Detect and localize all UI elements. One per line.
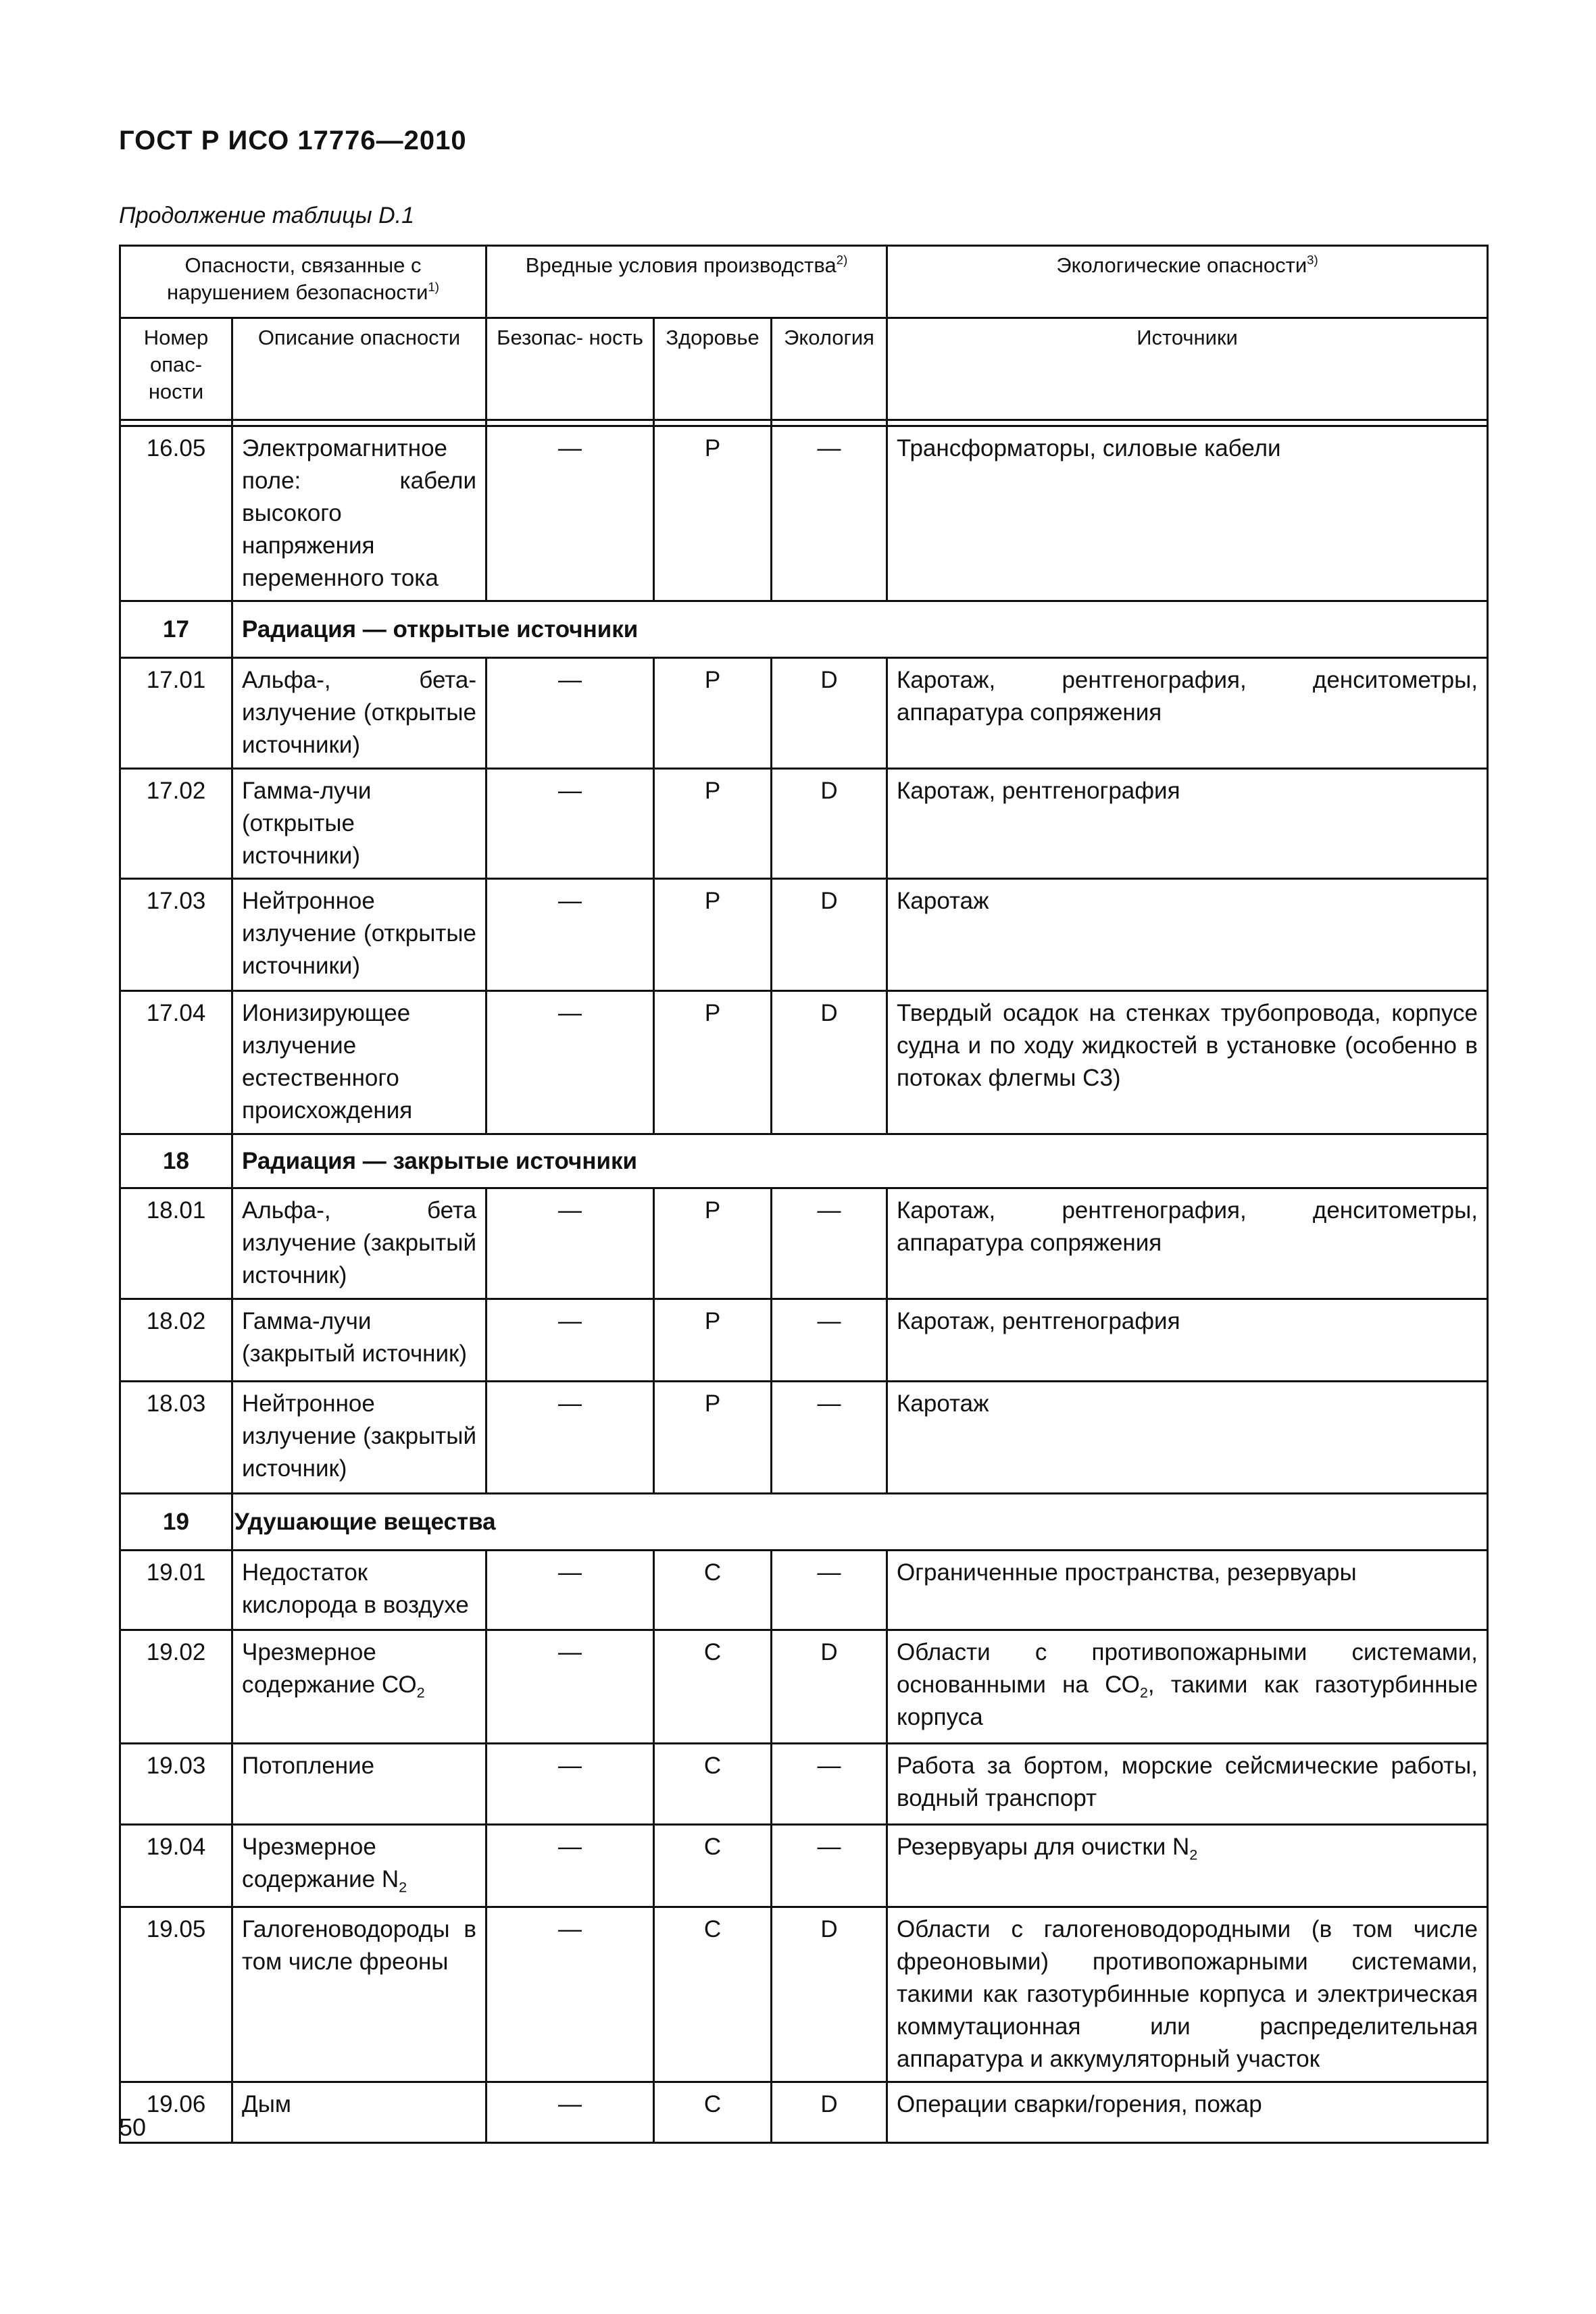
row-number: 17.01 <box>120 658 232 769</box>
row-safety: — <box>487 879 654 991</box>
row-health: Р <box>654 879 772 991</box>
table-row <box>120 1907 1488 2082</box>
row-number: 19.01 <box>120 1551 232 1630</box>
row-number: 19.05 <box>120 1907 232 2082</box>
row-sources: Твердый осадок на стенках трубопровода, корпусе судна и по ходу жидкостей в установке (особенно в потоках флегмы С3) <box>887 991 1488 1134</box>
row-number: 18.01 <box>120 1188 232 1299</box>
row-safety: — <box>487 1825 654 1907</box>
row-number: 19.04 <box>120 1825 232 1907</box>
row-ecology: D <box>772 769 887 879</box>
row-health: С <box>654 1551 772 1630</box>
row-safety: — <box>487 1299 654 1382</box>
row-safety: — <box>487 769 654 879</box>
table-header-column-row <box>120 318 1488 420</box>
table-caption: Продолжение таблицы D.1 <box>119 203 414 228</box>
header-eco-group: Экологические опасности$^{3)}$ <box>887 246 1488 318</box>
row-number: 17.03 <box>120 879 232 991</box>
table-row <box>120 1551 1488 1630</box>
row-safety: — <box>487 991 654 1134</box>
row-number: 18.03 <box>120 1382 232 1494</box>
row-ecology: D <box>772 879 887 991</box>
row-ecology: D <box>772 991 887 1134</box>
row-safety: — <box>487 2082 654 2143</box>
table-row <box>120 1382 1488 1494</box>
row-description: Дым <box>232 2082 487 2143</box>
row-ecology: — <box>772 1382 887 1494</box>
row-ecology: — <box>772 1299 887 1382</box>
row-sources: Ограниченные пространства, резервуары <box>887 1551 1488 1630</box>
row-description: Чрезмерное содержание $N_2$ <box>232 1825 487 1907</box>
row-health: С <box>654 1744 772 1825</box>
row-description: Гамма-лучи (открытые источники) <box>232 769 487 879</box>
row-ecology: D <box>772 1907 887 2082</box>
table-header-group-row <box>120 246 1488 318</box>
row-ecology: — <box>772 1551 887 1630</box>
row-sources: Резервуары для очистки $N_2$ <box>887 1825 1488 1907</box>
row-description: Альфа-, бета-излучение (открытые источники) <box>232 658 487 769</box>
row-safety: — <box>487 1744 654 1825</box>
header-ecology: Экология <box>772 318 887 420</box>
table-row <box>120 1188 1488 1299</box>
header-health: Здоровье <box>654 318 772 420</box>
row-sources: Области с галогеноводородными (в том числе фреоновыми) противопожарными системами, такими как газотурбинные корпуса и электрическая коммутационная или распределительная аппаратура и аккумуляторный участок <box>887 1907 1488 2082</box>
row-description: Галогеноводороды в том числе фреоны <box>232 1907 487 2082</box>
row-sources: Области с противопожарными системами, основанными на $СО_2$, такими как газотурбинные корпуса <box>887 1630 1488 1744</box>
group-row <box>120 1494 1488 1551</box>
row-description: Нейтронное излучение (открытые источники) <box>232 879 487 991</box>
row-number: 16.05 <box>120 426 232 601</box>
row-health: Р <box>654 658 772 769</box>
row-number: 18.02 <box>120 1299 232 1382</box>
row-ecology: — <box>772 426 887 601</box>
table-row <box>120 658 1488 769</box>
row-health: С <box>654 2082 772 2143</box>
row-sources: Каротаж <box>887 1382 1488 1494</box>
row-ecology: — <box>772 1825 887 1907</box>
header-safety: Безопас- ность <box>487 318 654 420</box>
row-description: Недостаток кислорода в воздухе <box>232 1551 487 1630</box>
group-title: Радиация — открытые источники <box>232 601 1488 658</box>
row-safety: — <box>487 658 654 769</box>
document-title: ГОСТ Р ИСО 17776—2010 <box>119 126 467 155</box>
row-safety: — <box>487 1551 654 1630</box>
table-row <box>120 426 1488 601</box>
row-sources: Каротаж, рентгенография, денситометры, аппаратура сопряжения <box>887 658 1488 769</box>
group-number: 19 <box>120 1494 232 1551</box>
row-health: С <box>654 1825 772 1907</box>
row-sources: Каротаж, рентгенография, денситометры, аппаратура сопряжения <box>887 1188 1488 1299</box>
row-health: Р <box>654 991 772 1134</box>
row-sources: Каротаж, рентгенография <box>887 1299 1488 1382</box>
row-ecology: — <box>772 1188 887 1299</box>
row-number: 19.02 <box>120 1630 232 1744</box>
row-safety: — <box>487 1630 654 1744</box>
table-row <box>120 1744 1488 1825</box>
row-sources: Каротаж <box>887 879 1488 991</box>
group-title: Удушающие вещества <box>232 1494 1488 1551</box>
row-health: Р <box>654 1299 772 1382</box>
row-safety: — <box>487 426 654 601</box>
row-description: Электромагнитное поле: кабели высокого напряжения переменного тока <box>232 426 487 601</box>
group-number: 17 <box>120 601 232 658</box>
row-number: 17.04 <box>120 991 232 1134</box>
table-row <box>120 1630 1488 1744</box>
table-row <box>120 879 1488 991</box>
group-row <box>120 601 1488 658</box>
row-number: 17.02 <box>120 769 232 879</box>
table-row <box>120 2082 1488 2143</box>
row-health: Р <box>654 769 772 879</box>
row-ecology: D <box>772 1630 887 1744</box>
row-health: Р <box>654 426 772 601</box>
row-number: 19.06 <box>120 2082 232 2143</box>
group-row <box>120 1134 1488 1188</box>
group-number: 18 <box>120 1134 232 1188</box>
header-harmful-group: Вредные условия производства$^{2)}$ <box>487 246 887 318</box>
header-hazards-group: Опасности, связанные с нарушением безопасности$^{1)}$ <box>120 246 487 318</box>
table-row <box>120 769 1488 879</box>
row-number: 19.03 <box>120 1744 232 1825</box>
row-sources: Трансформаторы, силовые кабели <box>887 426 1488 601</box>
header-number: Номер опас- ности <box>120 318 232 420</box>
row-health: С <box>654 1907 772 2082</box>
row-description: Гамма-лучи (закрытый источник) <box>232 1299 487 1382</box>
row-description: Потопление <box>232 1744 487 1825</box>
row-safety: — <box>487 1382 654 1494</box>
row-description: Ионизирующее излучение естественного происхождения <box>232 991 487 1134</box>
page-number: 50 <box>119 2113 147 2141</box>
header-description: Описание опасности <box>232 318 487 420</box>
row-description: Нейтронное излучение (закрытый источник) <box>232 1382 487 1494</box>
row-health: С <box>654 1630 772 1744</box>
row-ecology: D <box>772 2082 887 2143</box>
header-sources: Источники <box>887 318 1488 420</box>
row-health: Р <box>654 1188 772 1299</box>
row-ecology: — <box>772 1744 887 1825</box>
row-health: Р <box>654 1382 772 1494</box>
table-row <box>120 991 1488 1134</box>
hazard-table <box>119 245 1489 2144</box>
row-ecology: D <box>772 658 887 769</box>
row-description: Чрезмерное содержание $СО_2$ <box>232 1630 487 1744</box>
row-sources: Работа за бортом, морские сейсмические работы, водный транспорт <box>887 1744 1488 1825</box>
row-safety: — <box>487 1907 654 2082</box>
group-title: Радиация — закрытые источники <box>232 1134 1488 1188</box>
row-sources: Операции сварки/горения, пожар <box>887 2082 1488 2143</box>
table-row <box>120 1299 1488 1382</box>
row-safety: — <box>487 1188 654 1299</box>
header-separator <box>120 420 1488 426</box>
table-row <box>120 1825 1488 1907</box>
row-sources: Каротаж, рентгенография <box>887 769 1488 879</box>
row-description: Альфа-, бета излучение (закрытый источник) <box>232 1188 487 1299</box>
